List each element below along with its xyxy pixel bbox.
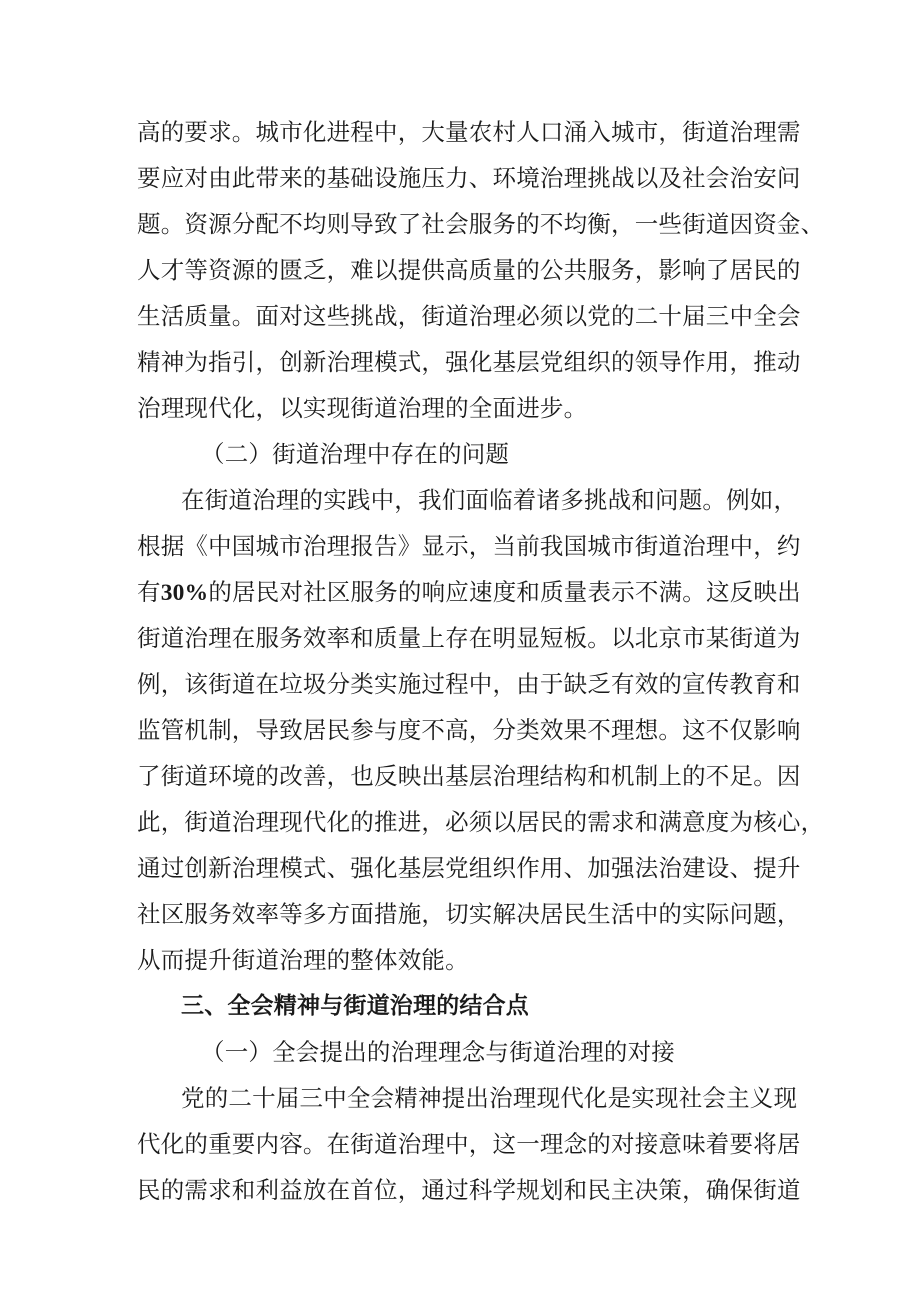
paragraph-line: 街道治理在服务效率和质量上存在明显短板。以北京市某街道为 bbox=[137, 624, 801, 652]
paragraph-line: 民的需求和利益放在首位，通过科学规划和民主决策，确保街道 bbox=[137, 1176, 801, 1204]
paragraph-line: 要应对由此带来的基础设施压力、环境治理挑战以及社会治安问 bbox=[137, 164, 801, 192]
paragraph-line: 代化的重要内容。在街道治理中，这一理念的对接意味着要将居 bbox=[137, 1130, 801, 1158]
paragraph-line bbox=[137, 577, 801, 608]
paragraph-line: 高的要求。城市化进程中，大量农村人口涌入城市，街道治理需 bbox=[137, 118, 801, 146]
paragraph-line: 社区服务效率等多方面措施，切实解决居民生活中的实际问题， bbox=[137, 900, 801, 928]
paragraph-line: 生活质量。面对这些挑战，街道治理必须以党的二十届三中全会 bbox=[137, 302, 801, 330]
text-segment: 有 bbox=[137, 578, 161, 606]
paragraph-line: 监管机制，导致居民参与度不高，分类效果不理想。这不仅影响 bbox=[137, 716, 801, 744]
paragraph-line: 了街道环境的改善，也反映出基层治理结构和机制上的不足。因 bbox=[137, 762, 801, 790]
section-subheading: （一）全会提出的治理理念与街道治理的对接 bbox=[201, 1038, 675, 1066]
section-subheading: （二）街道治理中存在的问题 bbox=[201, 440, 510, 468]
paragraph-line: 题。资源分配不均则导致了社会服务的不均衡，一些街道因资金、 bbox=[137, 210, 825, 238]
paragraph-line: 人才等资源的匮乏，难以提供高质量的公共服务，影响了居民的 bbox=[137, 256, 801, 284]
paragraph-line: 此，街道治理现代化的推进，必须以居民的需求和满意度为核心， bbox=[137, 808, 825, 836]
paragraph-line: 治理现代化，以实现街道治理的全面进步。 bbox=[137, 394, 588, 422]
text-segment: 的居民对社区服务的响应速度和质量表示不满。这反映出 bbox=[208, 578, 801, 606]
paragraph-line: 精神为指引，创新治理模式，强化基层党组织的领导作用，推动 bbox=[137, 348, 801, 376]
section-heading: 三、全会精神与街道治理的结合点 bbox=[181, 993, 529, 1019]
paragraph-line: 根据《中国城市治理报告》显示，当前我国城市街道治理中，约 bbox=[137, 532, 801, 560]
paragraph-line: 通过创新治理模式、强化基层党组织作用、加强法治建设、提升 bbox=[137, 854, 801, 882]
paragraph-line: 从而提升街道治理的整体效能。 bbox=[137, 946, 469, 974]
paragraph-line: 在街道治理的实践中，我们面临着诸多挑战和问题。例如， bbox=[181, 486, 798, 514]
statistic-value: 30% bbox=[160, 580, 209, 606]
paragraph-line: 例，该街道在垃圾分类实施过程中，由于缺乏有效的宣传教育和 bbox=[137, 670, 801, 698]
paragraph-line: 党的二十届三中全会精神提出治理现代化是实现社会主义现 bbox=[181, 1084, 798, 1112]
